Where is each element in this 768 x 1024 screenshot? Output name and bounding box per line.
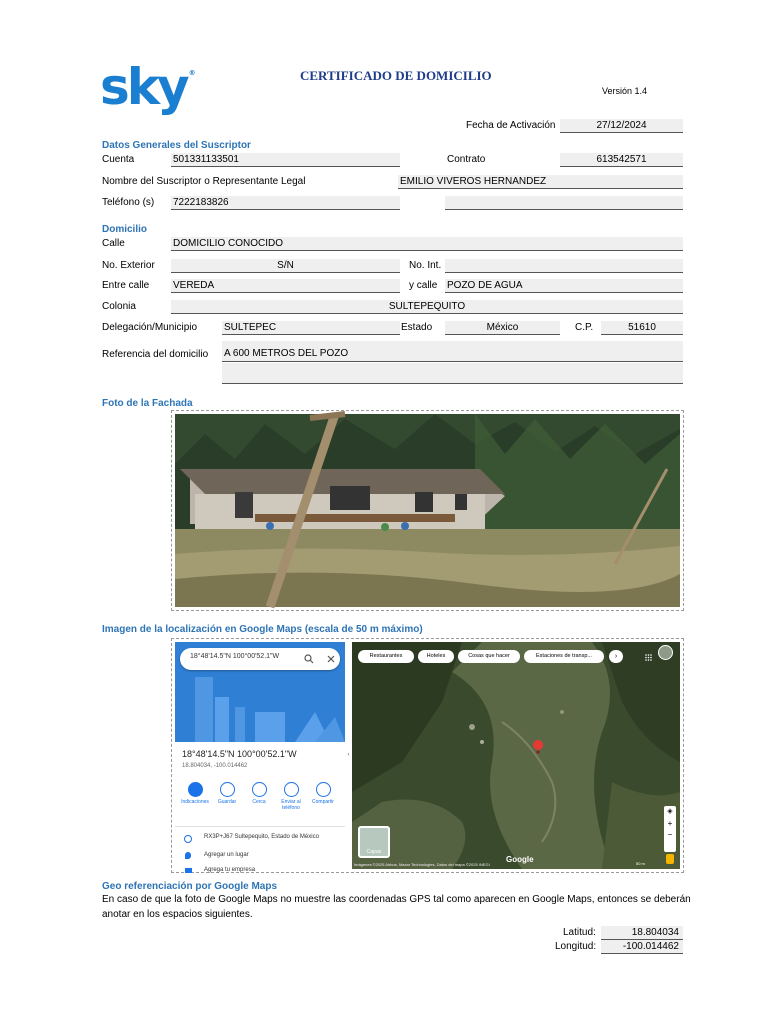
satellite-imagery [352,642,680,869]
contract-label: Contrato [447,154,486,165]
map-search-box[interactable] [180,648,340,670]
compass-icon[interactable]: ◈ [667,808,673,815]
bookmark-icon [220,782,235,797]
map-frame [171,638,684,873]
zoom-in-button[interactable]: + [667,819,673,828]
ext-number-field[interactable]: S/N [171,259,400,273]
phone2-field[interactable] [445,196,683,210]
map-search-input[interactable]: 18°48'14.5"N 100°00'52.1"W [190,653,280,660]
nearby-icon [252,782,267,797]
address-section-title: Domicilio [102,224,148,235]
chip-things-to-do[interactable]: Cosas que hacer [458,650,520,663]
municipio-field[interactable]: SULTEPEC [222,321,400,335]
reference-field[interactable]: A 600 METROS DEL POZO [222,341,683,362]
send-to-phone-label: Enviar al teléfono [281,799,301,811]
activation-date-label: Fecha de Activación [466,120,556,131]
subscriber-name-label: Nombre del Suscriptor o Representante Legal [102,176,306,187]
share-icon [316,782,331,797]
facade-photo [175,414,680,607]
geo-note: En caso de que la foto de Google Maps no muestre las coordenadas GPS tal como aparecen en Google Maps, entonces se deberán anotar en los espacios siguientes. [102,894,691,920]
colonia-field[interactable]: SULTEPEQUITO [171,300,683,314]
geo-section-title: Geo referenciación por Google Maps [102,881,278,892]
ext-number-label: No. Exterior [102,260,155,271]
chip-restaurants[interactable]: Restaurantes [358,650,414,663]
municipio-label: Delegación/Municipio [102,322,198,333]
add-place-link[interactable]: Agregar un lugar [204,852,249,858]
and-street-label: y calle [409,280,438,291]
contract-field[interactable]: 613542571 [560,153,683,167]
estado-field[interactable]: México [445,321,560,335]
share-label: Compartir [312,799,334,805]
plus-code: RX3P+J67 Sultepequito, Estado de México [204,834,319,840]
sky-logo: sky ® [100,58,196,116]
account-label: Cuenta [102,154,135,165]
reference-field-2[interactable] [222,363,683,384]
between-street-label: Entre calle [102,280,150,291]
street-field[interactable]: DOMICILIO CONOCIDO [171,237,683,251]
reference-label: Referencia del domicilio [102,349,209,360]
map-scale: 50 m [636,861,645,866]
satellite-map[interactable] [352,642,680,869]
layers-button[interactable] [358,826,390,858]
facade-photo-frame [171,410,684,611]
apps-grid-icon[interactable] [645,648,652,655]
avatar[interactable] [658,645,673,660]
nearby-action[interactable] [243,782,275,805]
cp-field[interactable]: 51610 [601,321,683,335]
version-label: Versión 1.4 [602,86,648,96]
send-to-phone-action[interactable] [275,782,307,811]
save-label: Guardar [217,799,237,805]
between-street-field[interactable]: VEREDA [171,279,400,293]
add-place-icon [185,852,191,859]
longitude-label: Longitud: [555,941,597,952]
search-icon[interactable] [304,654,314,664]
estado-label: Estado [401,322,433,333]
page-title: CERTIFICADO DE DOMICILIO [300,68,492,83]
phone-field[interactable]: 7222183826 [171,196,400,210]
subscriber-section-title: Datos Generales del Suscriptor [102,140,251,151]
and-street-field[interactable]: POZO DE AGUA [445,279,683,293]
phone-icon [284,782,299,797]
cp-label: C.P. [575,322,594,333]
chip-hotels[interactable]: Hoteles [418,650,454,663]
longitude-field[interactable]: -100.014462 [601,940,683,954]
business-icon [185,868,192,873]
directions-icon [188,782,203,797]
activation-date-field[interactable]: 27/12/2024 [560,119,683,133]
google-logo: Google [506,855,534,864]
close-icon[interactable] [326,654,336,664]
int-number-field[interactable] [445,259,683,273]
share-action[interactable] [307,782,339,805]
chips-next-button[interactable]: › [609,650,623,663]
map-actions [175,782,345,822]
map-attribution: Imágenes ©2025 Airbus, Maxar Technologies, Datos del mapa ©2025 INEGI [354,862,490,867]
latitude-label: Latitud: [563,927,596,938]
phone-label: Teléfono (s) [102,197,155,208]
pegman-icon[interactable] [666,854,674,864]
layers-label: Capas [366,849,382,855]
coordinate-title: 18°48'14.5"N 100°00'52.1"W [182,749,297,759]
zoom-controls [664,806,676,852]
place-photo-banner [175,642,345,742]
int-number-label: No. Int. [409,260,442,271]
street-label: Calle [102,238,125,249]
zoom-out-button[interactable]: − [667,830,673,839]
directions-label: Indicaciones [181,799,209,805]
map-section-title: Imagen de la localización en Google Maps (escala de 50 m máximo) [102,624,423,635]
colonia-label: Colonia [102,301,136,312]
subscriber-name-field[interactable]: EMILIO VIVEROS HERNANDEZ [398,175,683,189]
chip-transit[interactable]: Estaciones de transp... [524,650,604,663]
coordinate-decimal: 18.804034, -100.014462 [182,763,248,769]
plus-code-icon [184,835,192,843]
directions-action[interactable] [179,782,211,805]
add-business-link[interactable]: Agrega tu empresa [204,867,256,873]
collapse-panel-button[interactable]: ‹ [345,739,352,775]
divider [175,826,345,827]
latitude-field[interactable]: 18.804034 [601,926,683,940]
nearby-label: Cerca [252,799,266,805]
facade-section-title: Foto de la Fachada [102,398,193,409]
account-field[interactable]: 501331133501 [171,153,400,167]
save-action[interactable] [211,782,243,805]
map-side-panel [175,642,345,873]
